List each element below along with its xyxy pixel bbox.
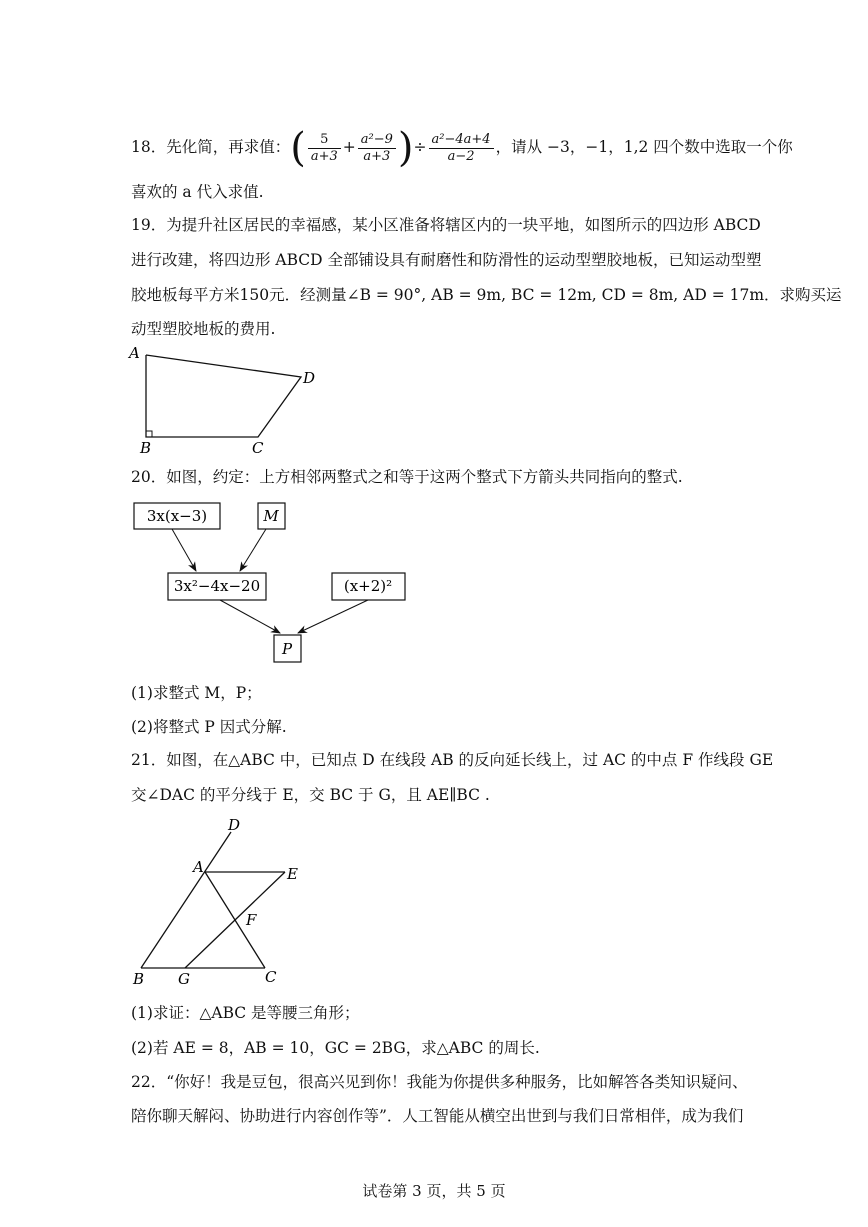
q21-line1: 21．如图，在△ABC 中，已知点 D 在线段 AB 的反向延长线上，过 AC 的中点 F 作线段 GE [131, 751, 774, 769]
q18-frac1 [308, 132, 341, 165]
q18-line2: 喜欢的 a 代入求值. [131, 183, 264, 201]
q20-sub2: (2)将整式 P 因式分解. [131, 718, 287, 736]
q22-line2: 陪你聊天解闷、协助进行内容创作等”．人工智能从横空出世到与我们日常相伴，成为我们 [131, 1107, 744, 1125]
q20-box-1-text: 3x(x−3) [146, 507, 208, 525]
q20-arrow-4 [298, 600, 368, 633]
q20-sub1: (1)求整式 M，P； [131, 684, 262, 702]
q18-frac3-num: a²−4a+4 [429, 132, 494, 149]
q18-lead: 先化简，再求值： [166, 138, 291, 156]
q18-number: 18． [131, 138, 167, 156]
q19-label-a: A [129, 344, 140, 362]
q22-line1: 22．“你好！我是豆包，很高兴见到你！我能为你提供多种服务，比如解答各类知识疑问、 [131, 1073, 748, 1091]
q20-arrow-1 [172, 529, 196, 571]
q20-arrow-2 [240, 529, 266, 571]
q19-line3: 胶地板每平方米150元．经测量∠B = 90°, AB = 9m, BC = 12m, CD = 8m, AD = 17m．求购买运 [131, 286, 842, 304]
q21-label-e: E [287, 865, 298, 883]
q19-line2: 进行改建，将四边形 ABCD 全部铺设具有耐磨性和防滑性的运动型塑胶地板，已知运动型塑 [131, 251, 762, 269]
q20-box-4-text: (x+2)² [343, 577, 393, 595]
q20-box-3-text: 3x²−4x−20 [173, 577, 261, 595]
q18-frac2 [358, 132, 396, 165]
q21-label-a: A [193, 858, 204, 876]
q19-line4: 动型塑胶地板的费用. [131, 320, 276, 338]
q18-frac3-den: a−2 [447, 148, 475, 164]
q18-frac1-den: a+3 [310, 148, 338, 164]
q19-label-d: D [303, 369, 316, 387]
q20-line1: 20．如图，约定：上方相邻两整式之和等于这两个整式下方箭头共同指向的整式. [131, 468, 683, 486]
q18-frac3 [429, 132, 494, 165]
q18-frac2-den: a+3 [363, 148, 391, 164]
q18-left-paren: ( [290, 125, 306, 171]
q21-label-b: B [133, 970, 145, 988]
q19-label-c: C [252, 439, 264, 457]
q19-label-b: B [140, 439, 152, 457]
q18-line1: 18．先化简，再求值：( $\frac{5}{a+3}$ + $\frac{\text{a²−9}}{a+3}$ )÷ $\frac{\text{a²−4a+4}}{a-2}$ ，请从 −3，−1，1,2 四个数中选取一个你 [131, 125, 793, 171]
q21-line2: 交∠DAC 的平分线于 E，交 BC 于 G，且 AE∥BC . [131, 786, 490, 804]
q18-tail: ，请从 −3，−1，1,2 四个数中选取一个你 [495, 138, 793, 156]
q21-label-f: F [246, 911, 257, 929]
q19-quad-outline [146, 355, 301, 437]
q18-frac1-num: 5 [308, 132, 341, 149]
q21-sub1: (1)求证：△ABC 是等腰三角形； [131, 1004, 360, 1022]
q21-segment-bd [141, 832, 231, 968]
q19-line1: 19．为提升社区居民的幸福感，某小区准备将辖区内的一块平地，如图所示的四边形 ABCD [131, 216, 761, 234]
q21-label-d: D [228, 816, 241, 834]
q20-arrow-3 [220, 600, 280, 633]
q18-right-paren: ) [397, 125, 414, 171]
q21-label-c: C [265, 968, 277, 986]
q18-frac2-num: a²−9 [358, 132, 396, 149]
page-footer: 试卷第 3 页，共 5 页 [362, 1182, 506, 1200]
q18-div: ÷ [413, 138, 427, 156]
q20-flow-diagram [120, 495, 420, 670]
q20-box-5-text: P [281, 640, 293, 658]
q19-quadrilateral-figure [120, 340, 340, 460]
q20-box-2-text: M [263, 507, 279, 525]
q21-segment-ge [185, 872, 285, 968]
q21-label-g: G [178, 970, 190, 988]
q21-triangle-figure [125, 812, 325, 992]
q21-sub2: (2)若 AE = 8，AB = 10，GC = 2BG，求△ABC 的周长. [131, 1039, 540, 1057]
q19-right-angle-mark [146, 431, 152, 437]
